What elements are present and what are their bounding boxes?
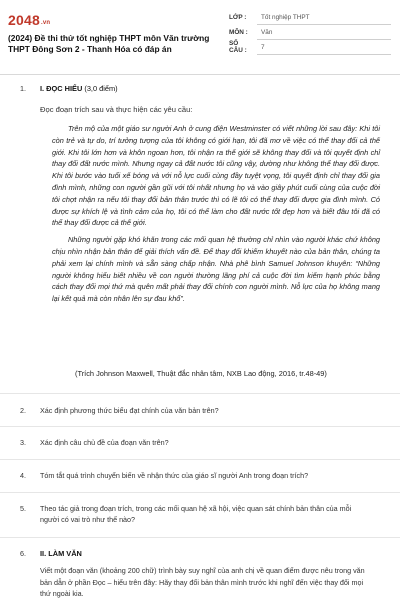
reading-instruction: Đọc đoạn trích sau và thực hiện các yêu cầu: xyxy=(40,105,193,114)
essay-prompt: Viết một đoạn văn (khoảng 200 chữ) trình bày suy nghĩ của anh chị về quan điểm được nêu trong văn bản dẫn ở phần Đọc – hiểu trên đây: Hãy thay đổi bản thân mình trước khi nghĩ đến việc thay đổi mọi thứ ngoài kia. xyxy=(40,566,365,598)
exam-title: (2024) Đề thi thử tốt nghiệp THPT môn Văn trường THPT Đông Sơn 2 - Thanh Hóa có đáp án xyxy=(8,33,210,54)
meta-label: MÔN : xyxy=(229,28,248,36)
divider xyxy=(0,492,400,493)
meta-value: Tốt nghiệp THPT xyxy=(257,10,391,25)
reading-passage xyxy=(52,123,380,305)
question-text: Tóm tắt quá trình chuyển biến về nhận thức của giáo sĩ người Anh trong đoạn trích? xyxy=(40,471,309,480)
meta-row-subject xyxy=(225,25,391,40)
question-number: 1. xyxy=(20,84,26,93)
logo-suffix: .vn xyxy=(40,20,51,26)
passage-paragraph: Những người gặp khó khăn trong các mối quan hệ thường chỉ nhìn vào người khác chứ không chịu nhìn nhận bản thân để giải thích vấn đề. Để thay đổi khiếm khuyết nào của bản thân, chúng ta phải xem lại chính mình và sẵn sàng chấp nhận. Nhà phê bình Samuel Johnson khuyên: “Những người không hiểu biết nhiều về con người thường lãng phí cả cuộc đời tìm kiếm hạnh phúc bằng cách thay đổi mọi thứ mà quên mất phải thay đổi chính con người mình. Nỗ lực của họ không mang lại kết quả mà còn nhân lên sự đau khổ”. xyxy=(52,235,380,304)
question-number: 2. xyxy=(20,406,26,415)
logo-text: 2048 xyxy=(8,12,40,28)
exam-content xyxy=(0,74,400,600)
exam-meta-table xyxy=(225,10,391,55)
divider xyxy=(0,537,400,538)
meta-value: 7 xyxy=(257,40,391,55)
question-text: Xác định câu chủ đề của đoạn văn trên? xyxy=(40,438,169,447)
divider xyxy=(0,393,400,394)
meta-row-class xyxy=(225,10,391,25)
divider xyxy=(0,459,400,460)
meta-label: SỐ CÂU : xyxy=(229,40,247,54)
meta-row-question-count xyxy=(225,40,391,55)
passage-source: (Trích Johnson Maxwell, Thuật đắc nhân tâm, NXB Lao động, 2016, tr.48-49) xyxy=(75,369,327,378)
question-number: 5. xyxy=(20,504,26,513)
section-heading xyxy=(40,83,118,94)
passage-paragraph: Trên mộ của một giáo sư người Anh ở cung điện Westminster có viết những lời sau đây: Khi tôi còn trẻ và tự do, trí tưởng tượng của tôi không có giới hạn, tôi đã mơ về việc có thể thay đổi cả thế giới. Khi tôi lớn hơn và khôn ngoan hơn, tôi nhận ra thế giới sẽ không thay đổi và tôi quyết định chỉ thay đổi đất nước mình. Nhưng ngay cả đất nước tôi cũng vậy, dường như không thể thay đổi được. Khi tôi bước vào tuổi xế bóng và với nỗ lực cuối cùng đầy tuyệt vọng, tôi quyết định chỉ thay đổi gia đình mình, những con người gần gũi với tôi nhất nhưng họ và vào giây phút cuối cùng của cuộc đời tôi chợt nhận ra nếu tôi thay đổi bản thân trước thì có lẽ tôi có thể thay đổi được gia đình mình. Có được sự khích lệ và tình cảm của họ, tôi có thể làm cho đất nước tốt đẹp hơn và biết đâu tôi đã có thể thay đổi được cả thế giới. xyxy=(52,124,380,228)
question-number: 4. xyxy=(20,471,26,480)
question-text: Xác định phương thức biểu đạt chính của văn bản trên? xyxy=(40,406,219,415)
divider xyxy=(0,426,400,427)
site-logo[interactable] xyxy=(8,12,50,28)
meta-label: LỚP : xyxy=(229,13,247,21)
section-points: (3,0 điểm) xyxy=(84,84,118,93)
question-number: 3. xyxy=(20,438,26,447)
question-number: 6. xyxy=(20,549,26,558)
question-text: Theo tác giả trong đoạn trích, trong các mối quan hệ xã hội, việc quan sát chính bản thân của mỗi người có vai trò như thế nào? xyxy=(40,504,352,524)
section-title: I. ĐỌC HIỂU xyxy=(40,84,83,93)
section-title: II. LÀM VĂN xyxy=(40,549,82,558)
meta-value: Văn xyxy=(257,25,391,40)
header xyxy=(0,0,400,75)
